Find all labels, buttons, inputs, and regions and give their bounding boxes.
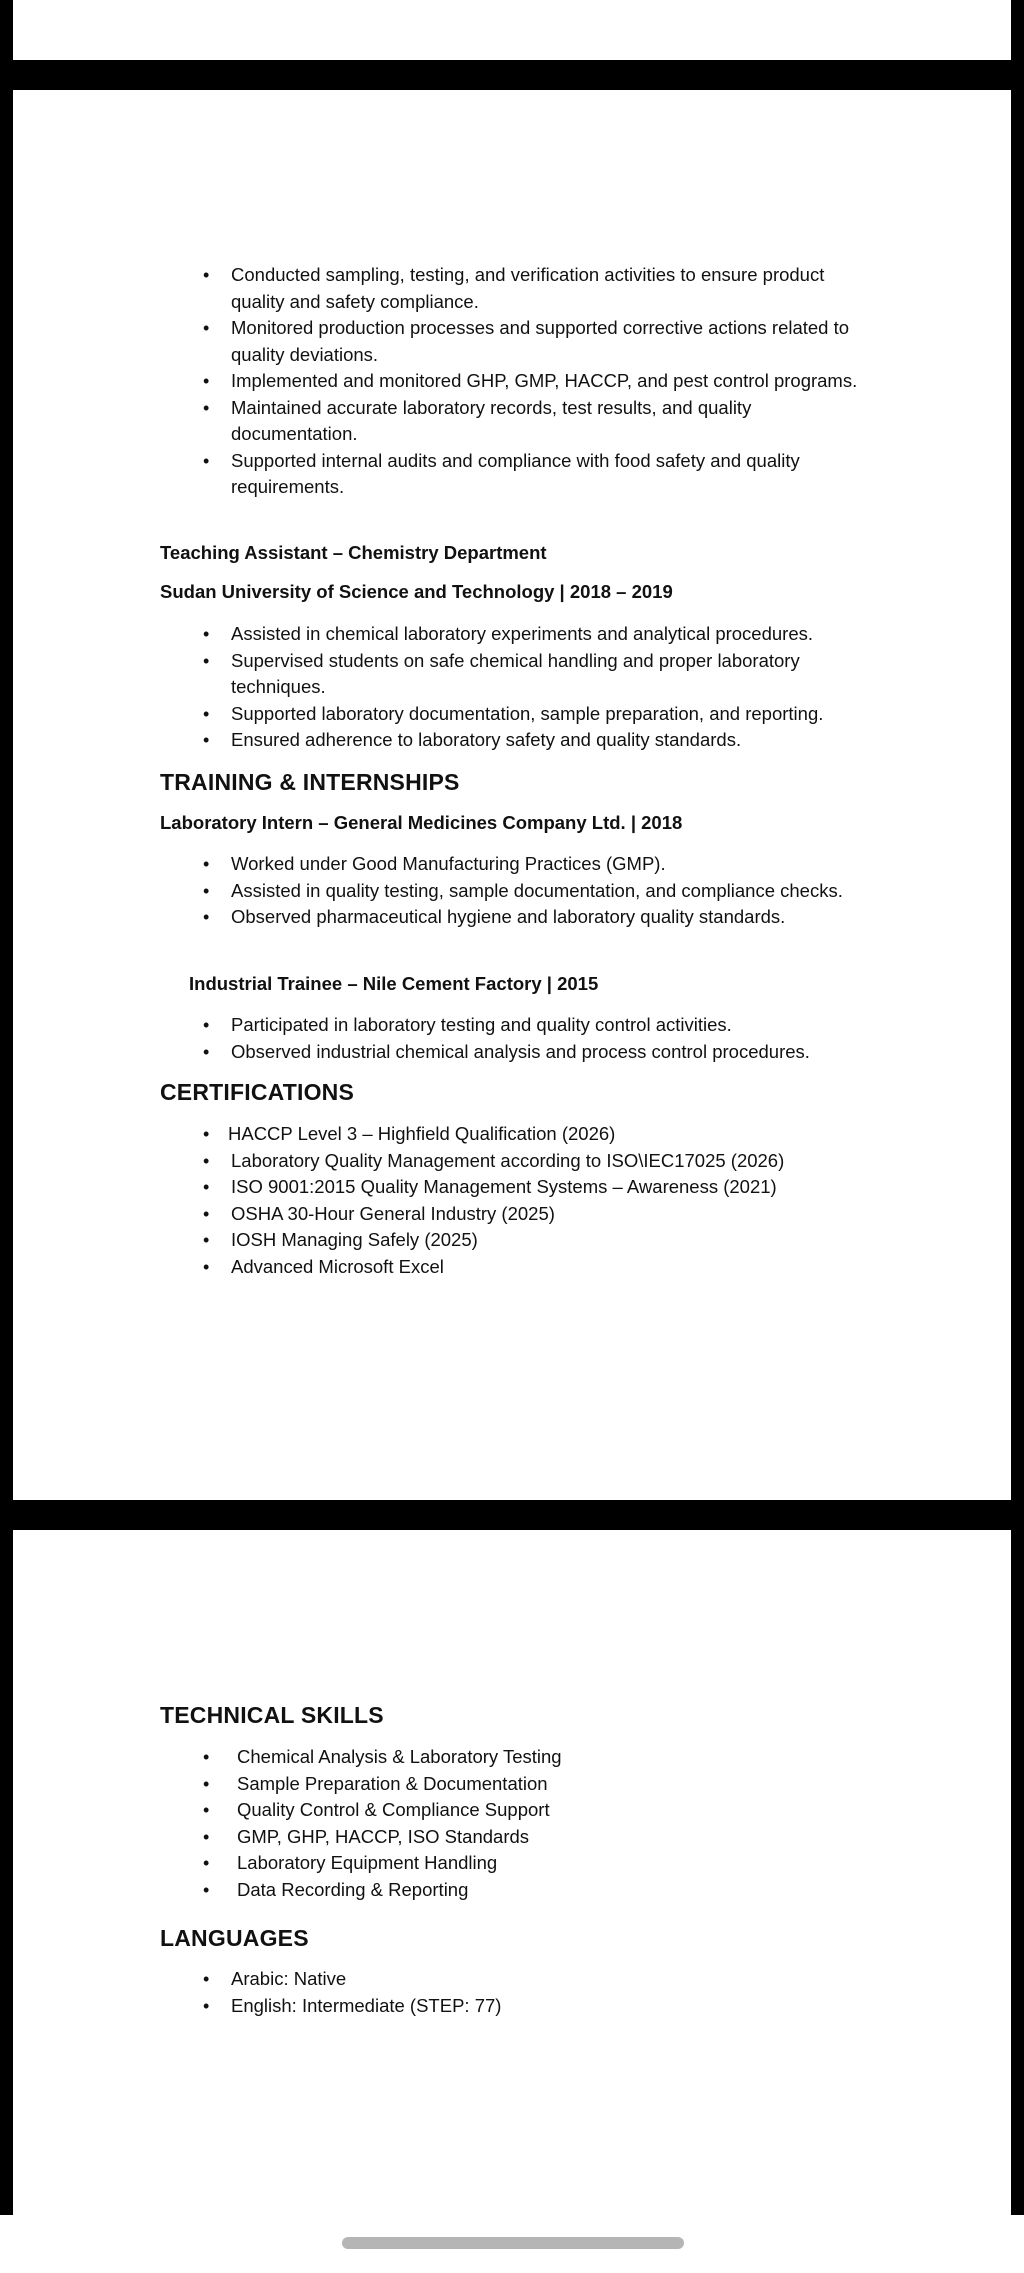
right-frame [1011,0,1024,2215]
list-item: • Participated in laboratory testing and quality control activities. [173,1012,893,1039]
list-item: • Laboratory Quality Management according to ISO\IEC17025 (2026) [173,1148,893,1175]
teaching-bullets [173,621,893,754]
teaching-role: Teaching Assistant – Chemistry Department [160,542,547,563]
list-item: • Laboratory Equipment Handling [173,1850,893,1877]
trainee-bullets [173,1012,893,1065]
trainee-title: Industrial Trainee – Nile Cement Factory | 2015 [189,973,599,994]
list-item: • Monitored production processes and supported corrective actions related to quality deviations. [173,315,873,368]
list-item: • English: Intermediate (STEP: 77) [173,1993,893,2020]
experience-bullets [173,262,873,501]
document-page-1 [13,90,1011,1500]
list-item: • Observed pharmaceutical hygiene and laboratory quality standards. [173,904,873,931]
page-separator-middle [0,1500,1024,1530]
list-item: • Ensured adherence to laboratory safety and quality standards. [173,727,893,754]
home-indicator-bar[interactable] [342,2237,684,2249]
languages-list [173,1966,893,2019]
intern-bullets [173,851,873,931]
list-item: • GMP, GHP, HACCP, ISO Standards [173,1824,893,1851]
teaching-org: Sudan University of Science and Technology | 2018 – 2019 [160,581,673,602]
list-item: • Worked under Good Manufacturing Practices (GMP). [173,851,873,878]
list-item: • Sample Preparation & Documentation [173,1771,893,1798]
list-item: • Assisted in quality testing, sample documentation, and compliance checks. [173,878,873,905]
list-item: • Supported laboratory documentation, sample preparation, and reporting. [173,701,893,728]
list-item: • Assisted in chemical laboratory experiments and analytical procedures. [173,621,893,648]
document-page-2 [13,1530,1011,2215]
list-item: • Maintained accurate laboratory records, test results, and quality documentation. [173,395,873,448]
page-separator-top [0,60,1024,90]
list-item: • Observed industrial chemical analysis and process control procedures. [173,1039,893,1066]
languages-heading: LANGUAGES [160,1925,309,1951]
list-item: • Supervised students on safe chemical handling and proper laboratory techniques. [173,648,893,701]
left-frame [0,0,13,2215]
list-item: • IOSH Managing Safely (2025) [173,1227,893,1254]
list-item: • Supported internal audits and compliance with food safety and quality requirements. [173,448,873,501]
technical-skills-list [173,1744,893,1903]
list-item: • Advanced Microsoft Excel [173,1254,893,1281]
list-item: • Quality Control & Compliance Support [173,1797,893,1824]
certifications-heading: CERTIFICATIONS [160,1079,355,1105]
list-item: • Conducted sampling, testing, and verification activities to ensure product quality and safety compliance. [173,262,873,315]
certifications-list [173,1121,893,1280]
list-item: • Chemical Analysis & Laboratory Testing [173,1744,893,1771]
list-item: • Arabic: Native [173,1966,893,1993]
intern-title: Laboratory Intern – General Medicines Company Ltd. | 2018 [160,812,683,833]
list-item: • HACCP Level 3 – Highfield Qualification (2026) [173,1121,893,1148]
list-item: • Data Recording & Reporting [173,1877,893,1904]
list-item: • Implemented and monitored GHP, GMP, HACCP, and pest control programs. [173,368,873,395]
technical-skills-heading: TECHNICAL SKILLS [160,1702,384,1728]
list-item: • ISO 9001:2015 Quality Management Systems – Awareness (2021) [173,1174,893,1201]
list-item: • OSHA 30-Hour General Industry (2025) [173,1201,893,1228]
training-heading: TRAINING & INTERNSHIPS [160,769,460,795]
